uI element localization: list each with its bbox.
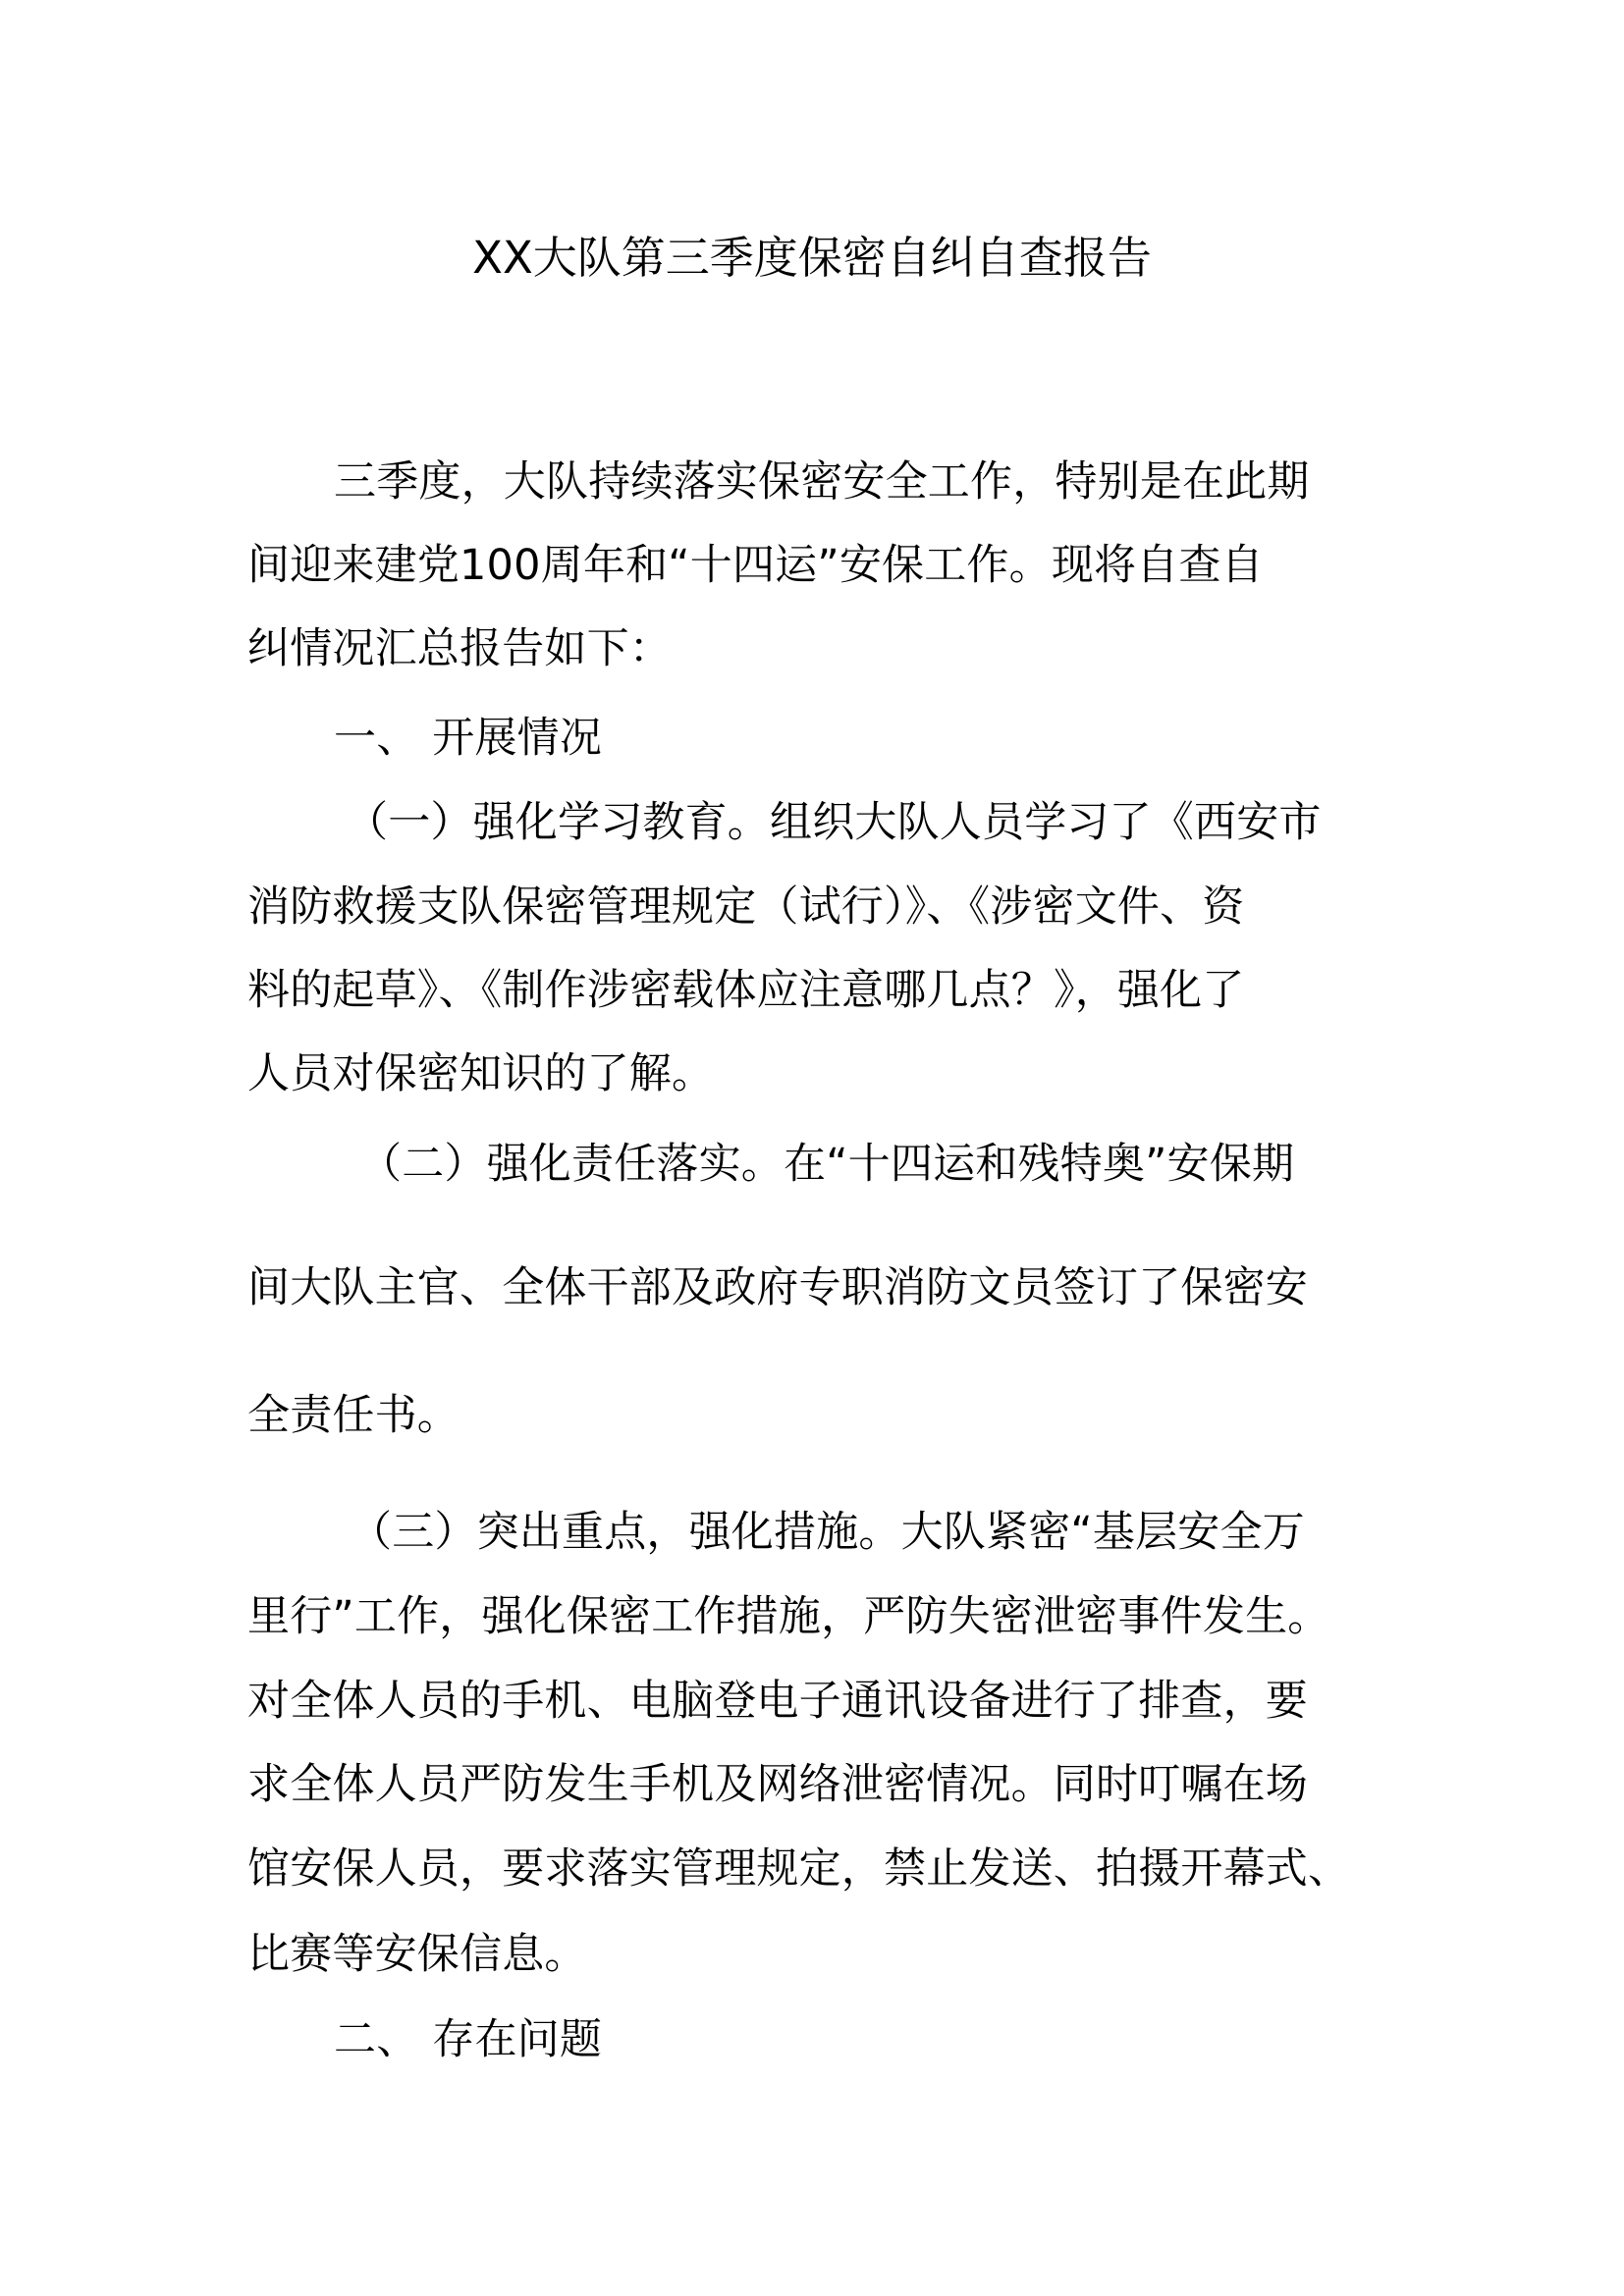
item3-line-5: 馆安保人员，要求落实管理规定，禁止发送、拍摄开幕式、 (247, 1844, 1351, 1894)
item3-line-6: 比赛等安保信息。 (247, 1930, 587, 1979)
item3-line-4: 求全体人员严防发生手机及网络泄密情况。同时叮嘱在场 (247, 1760, 1308, 1809)
item3-line-3: 对全体人员的手机、电脑登电子通讯设备进行了排查，要 (247, 1677, 1308, 1726)
item2-line-2: 间大队主官、全体干部及政府专职消防文员签订了保密安 (247, 1263, 1308, 1312)
item3-line-1: （三）突出重点，强化措施。大队紧密“基层安全万 (350, 1508, 1305, 1557)
intro-line-3: 纠情况汇总报告如下： (247, 624, 672, 673)
item1-line-3: 料的起草》、《制作涉密载体应注意哪几点？》，强化了 (247, 966, 1245, 1015)
intro-line-2: 间迎来建党100周年和“十四运”安保工作。现将自查自 (247, 541, 1264, 590)
section-heading-1: 一、 开展情况 (334, 714, 603, 763)
item2-line-3: 全责任书。 (247, 1391, 460, 1440)
item3-line-2: 里行”工作，强化保密工作措施，严防失密泄密事件发生。 (247, 1592, 1330, 1641)
item2-line-1: （二）强化责任落实。在“十四运和残特奥”安保期 (359, 1140, 1295, 1189)
intro-line-1: 三季度，大队持续落实保密安全工作，特别是在此期 (334, 457, 1310, 507)
item1-line-1: （一）强化学习教育。组织大队人员学习了《西安市 (346, 798, 1322, 847)
item1-line-2: 消防救援支队保密管理规定（试行）》、《涉密文件、资 (247, 882, 1245, 932)
document-title: XX大队第三季度保密自纠自查报告 (472, 232, 1152, 284)
item1-line-4: 人员对保密知识的了解。 (247, 1049, 715, 1098)
section-heading-2: 二、 存在问题 (334, 2015, 603, 2064)
